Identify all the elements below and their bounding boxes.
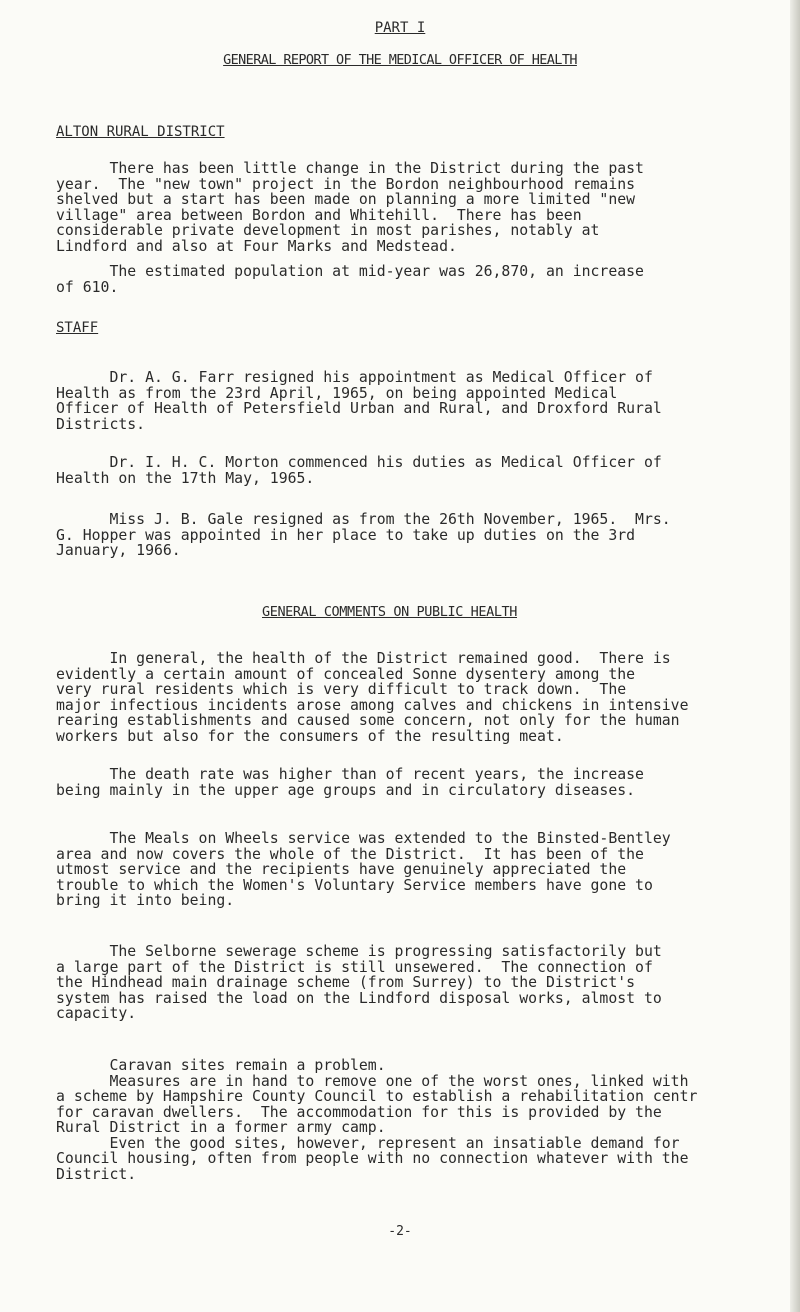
comments-heading: GENERAL COMMENTS ON PUBLIC HEALTH: [262, 604, 518, 620]
comments-paragraph-2: The death rate was higher than of recent years, the increase being mainly in the upper age groups and in circulatory diseases.: [56, 766, 644, 799]
part-label: PART I: [374, 20, 426, 36]
intro-paragraph-2: The estimated population at mid-year was 26,870, an increase of 610.: [56, 263, 644, 296]
staff-heading: STAFF: [56, 320, 99, 336]
district-heading: ALTON RURAL DISTRICT: [56, 124, 225, 140]
comments-paragraph-3: The Meals on Wheels service was extended to the Binsted-Bentley area and now covers the whole of the District. It has been of the utmost service and the recipients have genuinely appreciated the trouble to which the Women's Voluntary Service members have gone to bring it into being.: [56, 830, 671, 909]
staff-paragraph-3: Miss J. B. Gale resigned as from the 26th November, 1965. Mrs. G. Hopper was appointed in her place to take up duties on the 3rd January, 1966.: [56, 511, 671, 559]
staff-paragraph-2: Dr. I. H. C. Morton commenced his duties as Medical Officer of Health on the 17th May, 1965.: [56, 454, 662, 487]
comments-paragraph-1: In general, the health of the District remained good. There is evidently a certain amount of concealed Sonne dysentery among the very rural residents which is very difficult to track down. The major infectious incidents arose among calves and chickens in intensive rearing establishments and caused some concern, not only for the human workers but also for the consumers of the resulting meat.: [56, 650, 689, 745]
comments-paragraph-4: The Selborne sewerage scheme is progressing satisfactorily but a large part of the District is still unsewered. The connection of the Hindhead main drainage scheme (from Surrey) to the District's system has raised the load on the Lindford disposal works, almost to capacity.: [56, 943, 662, 1022]
staff-paragraph-1: Dr. A. G. Farr resigned his appointment as Medical Officer of Health as from the 23rd April, 1965, on being appointed Medical Officer of Health of Petersfield Urban and Rural, and Droxford Rural Districts.: [56, 369, 662, 433]
page-number: -2-: [388, 1224, 412, 1239]
comments-paragraph-5: Caravan sites remain a problem. Measures are in hand to remove one of the worst ones, linked with a scheme by Hampshire County Council to establish a rehabilitation centr for caravan dwellers. The accommodation for this is provided by the Rural District in a former army camp. Even the good sites, however, represent an insatiable demand for Council housing, often from people with no connection whatever with the District.: [56, 1057, 698, 1183]
report-title: GENERAL REPORT OF THE MEDICAL OFFICER OF HEALTH: [223, 52, 577, 68]
intro-paragraph-1: There has been little change in the District during the past year. The "new town" project in the Bordon neighbourhood remains shelved but a start has been made on planning a more limited "new village" area between Bordon and Whitehill. There has been considerable private development in most parishes, notably at Lindford and also at Four Marks and Medstead.: [56, 160, 644, 255]
